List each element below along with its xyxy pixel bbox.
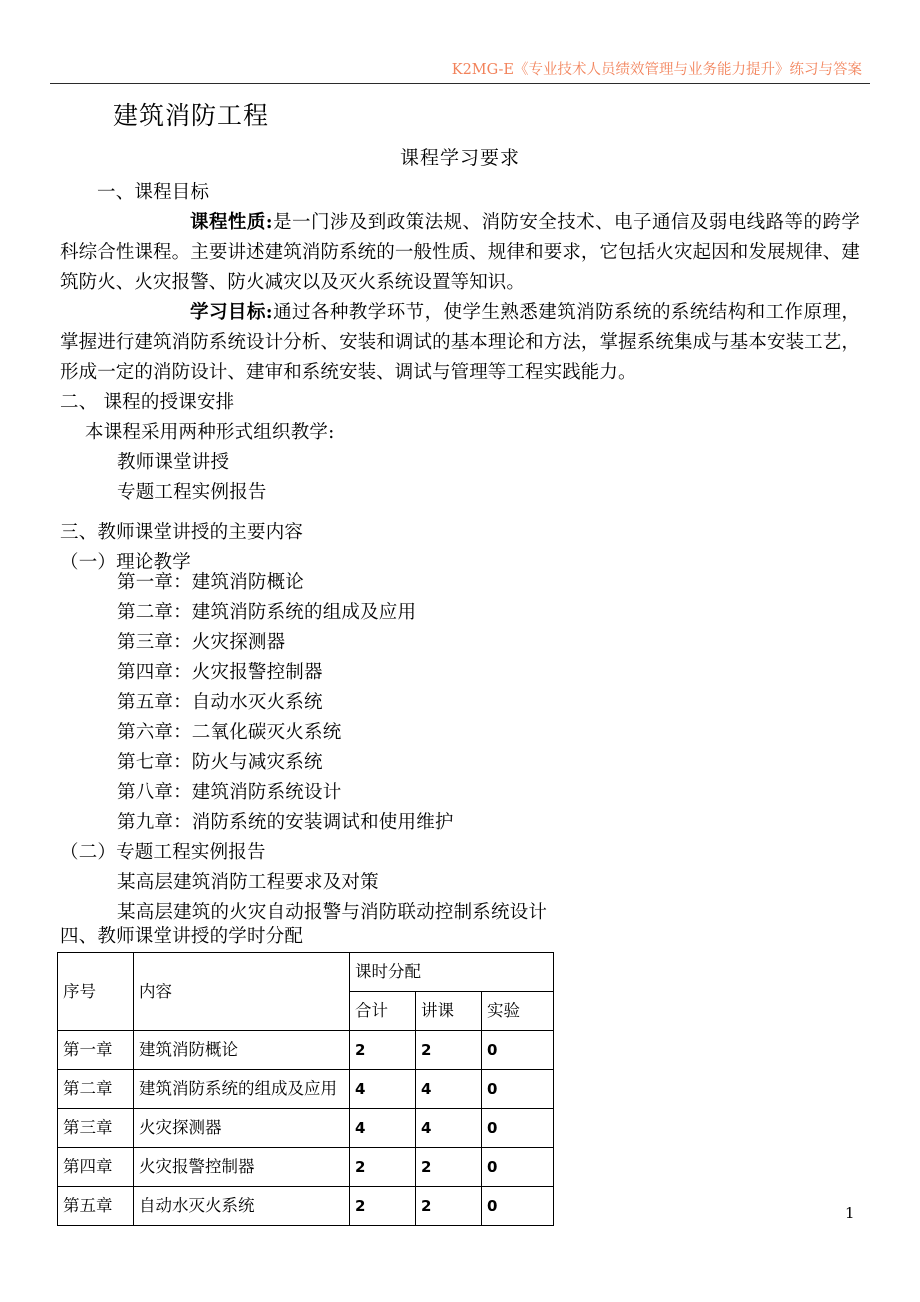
class-hours-table <box>57 952 554 1226</box>
learning-goal-label: 学习目标: <box>190 302 273 323</box>
document-subtitle: 课程学习要求 <box>399 147 520 169</box>
cell-lab: 0 <box>482 1109 554 1148</box>
cell-content: 建筑消防系统的组成及应用 <box>134 1070 350 1109</box>
case-report-item: 某高层建筑的火灾自动报警与消防联动控制系统设计 <box>117 902 548 923</box>
cell-lab: 0 <box>482 1031 554 1070</box>
cell-lecture: 2 <box>416 1031 482 1070</box>
table-header-group: 课时分配 <box>350 953 554 992</box>
cell-chapter-no: 第二章 <box>58 1070 134 1109</box>
chapter-list-item: 第六章：二氧化碳灭火系统 <box>117 722 342 743</box>
cell-lecture: 4 <box>416 1070 482 1109</box>
chapter-list-item: 第三章：火灾探测器 <box>117 632 286 653</box>
section-2-heading: 二、 课程的授课安排 <box>60 392 235 413</box>
cell-content: 火灾探测器 <box>134 1109 350 1148</box>
table-row <box>58 1109 554 1148</box>
chapter-list-item: 第八章：建筑消防系统设计 <box>117 782 342 803</box>
cell-content: 建筑消防概论 <box>134 1031 350 1070</box>
table-header-row-1 <box>58 953 554 992</box>
section-4-heading: 四、教师课堂讲授的学时分配 <box>60 926 304 947</box>
section-1-paragraph-1 <box>60 208 860 298</box>
cell-content: 自动水灭火系统 <box>134 1187 350 1226</box>
cell-total: 4 <box>350 1070 416 1109</box>
cell-lecture: 2 <box>416 1187 482 1226</box>
document-title: 建筑消防工程 <box>113 101 270 130</box>
cell-chapter-no: 第四章 <box>58 1148 134 1187</box>
table-row <box>58 1187 554 1226</box>
table-header-total: 合计 <box>350 992 416 1031</box>
table-header-lab: 实验 <box>482 992 554 1031</box>
cell-lecture: 2 <box>416 1148 482 1187</box>
cell-total: 2 <box>350 1031 416 1070</box>
section-3-heading: 三、教师课堂讲授的主要内容 <box>60 522 304 543</box>
cell-total: 2 <box>350 1148 416 1187</box>
section-2-intro: 本课程采用两种形式组织教学: <box>85 422 335 443</box>
table-header-lecture: 讲课 <box>416 992 482 1031</box>
chapter-list-item: 第七章：防火与减灾系统 <box>117 752 323 773</box>
header-divider-rule <box>50 83 870 84</box>
cell-lecture: 4 <box>416 1109 482 1148</box>
chapter-list-item: 第九章：消防系统的安装调试和使用维护 <box>117 812 454 833</box>
table-row <box>58 1148 554 1187</box>
case-report-item: 某高层建筑消防工程要求及对策 <box>117 872 379 893</box>
section-1-heading: 一、课程目标 <box>97 182 210 203</box>
cell-lab: 0 <box>482 1070 554 1109</box>
cell-total: 2 <box>350 1187 416 1226</box>
course-nature-label: 课程性质: <box>190 212 273 233</box>
running-header <box>0 0 920 90</box>
chapter-list-item: 第一章：建筑消防概论 <box>117 572 305 593</box>
course-nature-text: 是一门涉及到政策法规、消防安全技术、电子通信及弱电线路等的跨学科综合性课程。主要讲述建筑消防系统的一般性质、规律和要求，它包括火灾起因和发展规律、建筑防火、火灾报警、防火减灾以及灭火系统设置等知识。 <box>60 212 860 293</box>
table-header-content: 内容 <box>134 953 350 1031</box>
cell-chapter-no: 第五章 <box>58 1187 134 1226</box>
chapter-list-item: 第二章：建筑消防系统的组成及应用 <box>117 602 417 623</box>
cell-chapter-no: 第一章 <box>58 1031 134 1070</box>
section-1-paragraph-2 <box>60 298 860 388</box>
chapter-list-item: 第四章：火灾报警控制器 <box>117 662 323 683</box>
table-row <box>58 1031 554 1070</box>
teaching-form-item-1: 教师课堂讲授 <box>117 452 230 473</box>
running-header-text: K2MG-E《专业技术人员绩效管理与业务能力提升》练习与答案 <box>451 62 862 78</box>
cell-content: 火灾报警控制器 <box>134 1148 350 1187</box>
learning-goal-text: 通过各种教学环节，使学生熟悉建筑消防系统的系统结构和工作原理，掌握进行建筑消防系统设计分析、安装和调试的基本理论和方法，掌握系统集成与基本安装工艺，形成一定的消防设计、建审和系统安装、调试与管理等工程实践能力。 <box>60 302 860 383</box>
cell-chapter-no: 第三章 <box>58 1109 134 1148</box>
table-row <box>58 1070 554 1109</box>
cell-lab: 0 <box>482 1148 554 1187</box>
chapter-list-item: 第五章：自动水灭火系统 <box>117 692 323 713</box>
teaching-form-item-2: 专题工程实例报告 <box>117 482 267 503</box>
table-header-no: 序号 <box>58 953 134 1031</box>
section-3-subsection-1-heading: （一）理论教学 <box>60 552 191 573</box>
cell-total: 4 <box>350 1109 416 1148</box>
page-number: 1 <box>845 1204 855 1222</box>
cell-lab: 0 <box>482 1187 554 1226</box>
section-3-subsection-2-heading: （二）专题工程实例报告 <box>60 842 266 863</box>
